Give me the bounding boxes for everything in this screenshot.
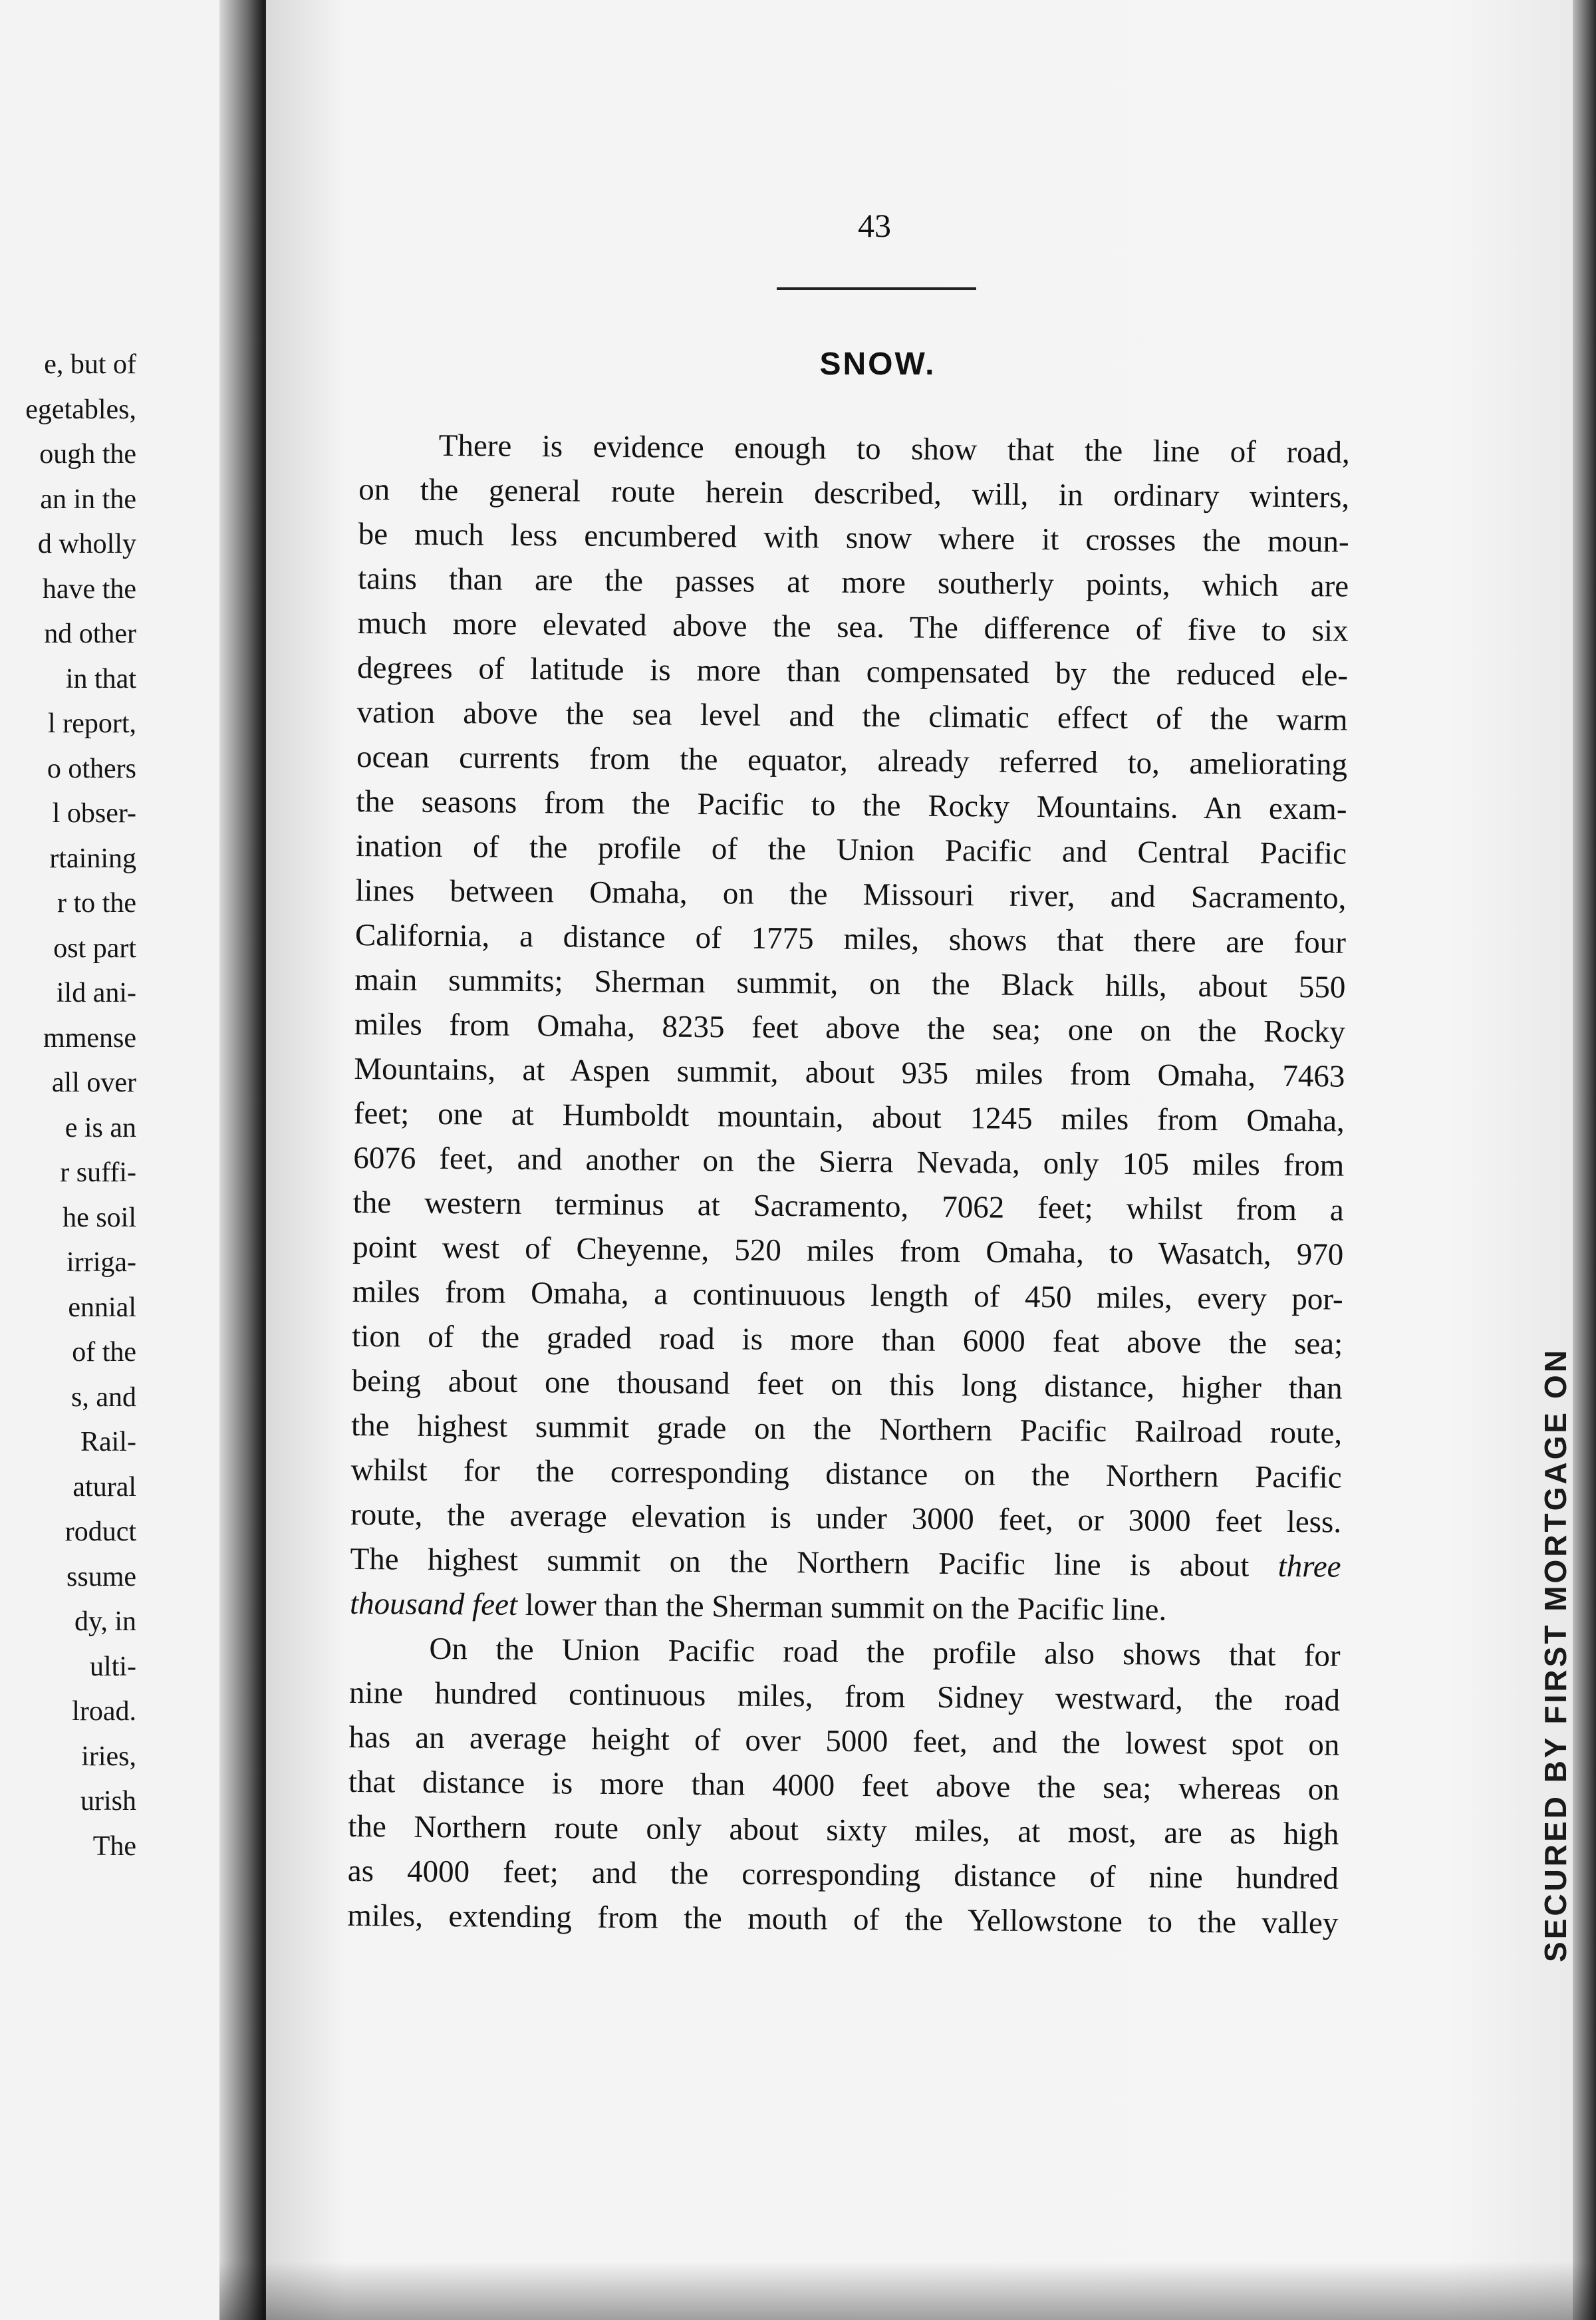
left-line: he soil — [63, 1202, 136, 1233]
left-line: an in the — [40, 484, 136, 515]
body-line: Mountains, at Aspen summit, about 935 miles from Omaha, 7463 — [354, 1051, 1345, 1094]
body-line: nine hundred continuous miles, from Sidney westward, the road — [348, 1675, 1341, 1718]
body-line: tains than are the passes at more southerly points, which are — [357, 561, 1349, 604]
body-line-text: The highest summit on the Northern Pacific line is about — [350, 1541, 1250, 1584]
right-page-edge — [1573, 0, 1596, 2320]
left-line: rtaining — [49, 843, 136, 874]
left-line: ost part — [53, 933, 136, 964]
left-line: r suffi- — [60, 1157, 136, 1188]
left-line: e, but of — [44, 349, 136, 380]
body-line: ocean currents from the equator, already referred to, ameliorating — [356, 739, 1348, 782]
body-line: route, the average elevation is under 3000 feet, or 3000 feet less. — [350, 1497, 1342, 1540]
body-line: miles from Omaha, 8235 feet above the sea; one on the Rocky — [354, 1006, 1346, 1050]
body-line: point west of Cheyenne, 520 miles from Omaha, to Wasatch, 970 — [352, 1229, 1344, 1272]
left-line: roduct — [65, 1517, 136, 1547]
left-line: in that — [65, 663, 136, 694]
body-line: tion of the graded road is more than 6000 feat above the sea; — [352, 1318, 1343, 1362]
left-page-text-fragment — [0, 343, 136, 1869]
left-line: o others — [47, 753, 136, 784]
body-line: There is evidence enough to show that the line of road, — [438, 428, 1350, 470]
left-line: Rail- — [80, 1427, 136, 1457]
left-line: irriga- — [66, 1247, 136, 1278]
body-line: main summits; Sherman summit, on the Black hills, about 550 — [354, 962, 1346, 1005]
left-line: ulti- — [90, 1651, 136, 1682]
body-line: as 4000 feet; and the corresponding distance of nine hundred — [347, 1853, 1339, 1896]
left-line: atural — [72, 1471, 136, 1503]
left-line: mmense — [43, 1022, 136, 1054]
body-line: degrees of latitude is more than compensated by the reduced ele- — [356, 650, 1349, 693]
body-line: vation above the sea level and the climatic effect of the warm — [356, 694, 1348, 738]
body-line: lines between Omaha, on the Missouri river, and Sacramento, — [355, 873, 1347, 916]
left-line: urish — [80, 1786, 136, 1816]
bottom-shadow — [219, 2261, 1596, 2320]
body-line: 6076 feet, and another on the Sierra Nevada, only 105 miles from — [353, 1140, 1345, 1183]
left-line: iries, — [81, 1741, 136, 1772]
left-line: r to the — [57, 888, 136, 919]
left-line: lroad. — [72, 1696, 136, 1727]
body-line: feet; one at Humboldt mountain, about 1245 miles from Omaha, — [353, 1095, 1345, 1139]
body-line: the highest summit grade on the Northern Pacific Railroad route, — [350, 1407, 1343, 1451]
body-text — [347, 423, 1350, 1946]
body-line: much more elevated above the sea. The difference of five to six — [357, 605, 1349, 649]
body-line: miles, extending from the mouth of the Yellowstone to the valley — [347, 1898, 1339, 1941]
page-number: 43 — [858, 207, 891, 244]
body-line: California, a distance of 1775 miles, shows that there are four — [354, 917, 1347, 960]
left-line: egetables, — [25, 394, 136, 425]
body-line: has an average height of over 5000 feet, and the lowest spot on — [348, 1719, 1340, 1763]
left-line: s, and — [71, 1381, 136, 1413]
left-line: of the — [72, 1337, 136, 1368]
left-line: ennial — [68, 1292, 136, 1323]
margin-stamp: SECURED BY FIRST MORTGAGE ON — [1538, 1348, 1573, 1962]
left-line: nd other — [44, 619, 136, 649]
body-line: on the general route herein described, will, in ordinary winters, — [358, 472, 1350, 515]
left-line: l obser- — [52, 798, 136, 829]
left-line: ssume — [66, 1561, 136, 1592]
body-line: miles from Omaha, a continuuous length of 450 miles, every por- — [352, 1274, 1343, 1317]
body-line: that distance is more than 4000 feet above the sea; whereas on — [348, 1764, 1340, 1807]
body-line: the western terminus at Sacramento, 7062 feet; whilst from a — [352, 1185, 1344, 1228]
left-line: have the — [42, 573, 136, 605]
body-line: being about one thousand feet on this long distance, higher than — [351, 1363, 1343, 1406]
left-line: e is an — [65, 1112, 136, 1143]
left-line: l report, — [48, 708, 136, 739]
body-line: On the Union Pacific road the profile also shows that for — [429, 1631, 1341, 1673]
left-line: ough the — [39, 439, 136, 470]
body-line: whilst for the corresponding distance on the Northern Pacific — [350, 1452, 1342, 1495]
body-line: be much less encumbered with snow where it crosses the moun- — [358, 516, 1349, 559]
left-line: The — [92, 1830, 136, 1862]
body-line-italic: thousand feet — [349, 1586, 518, 1622]
body-line: ination of the profile of the Union Pacific and Central Pacific — [355, 828, 1347, 871]
section-heading: SNOW. — [819, 347, 936, 382]
heading-rule — [777, 287, 976, 290]
body-line-text: lower than the Sherman summit on the Pacific line. — [525, 1588, 1167, 1628]
body-line-italic: three — [1277, 1548, 1341, 1584]
left-line: ild ani- — [56, 978, 136, 1008]
body-line — [350, 1537, 1341, 1590]
body-line: the Northern route only about sixty miles, at most, are as high — [348, 1809, 1339, 1852]
left-line: d wholly — [37, 529, 136, 559]
left-line: dy, in — [74, 1606, 136, 1637]
body-line: the seasons from the Pacific to the Rocky Mountains. An exam- — [356, 784, 1347, 827]
left-line: all over — [51, 1068, 136, 1098]
body-line — [350, 1582, 1341, 1634]
